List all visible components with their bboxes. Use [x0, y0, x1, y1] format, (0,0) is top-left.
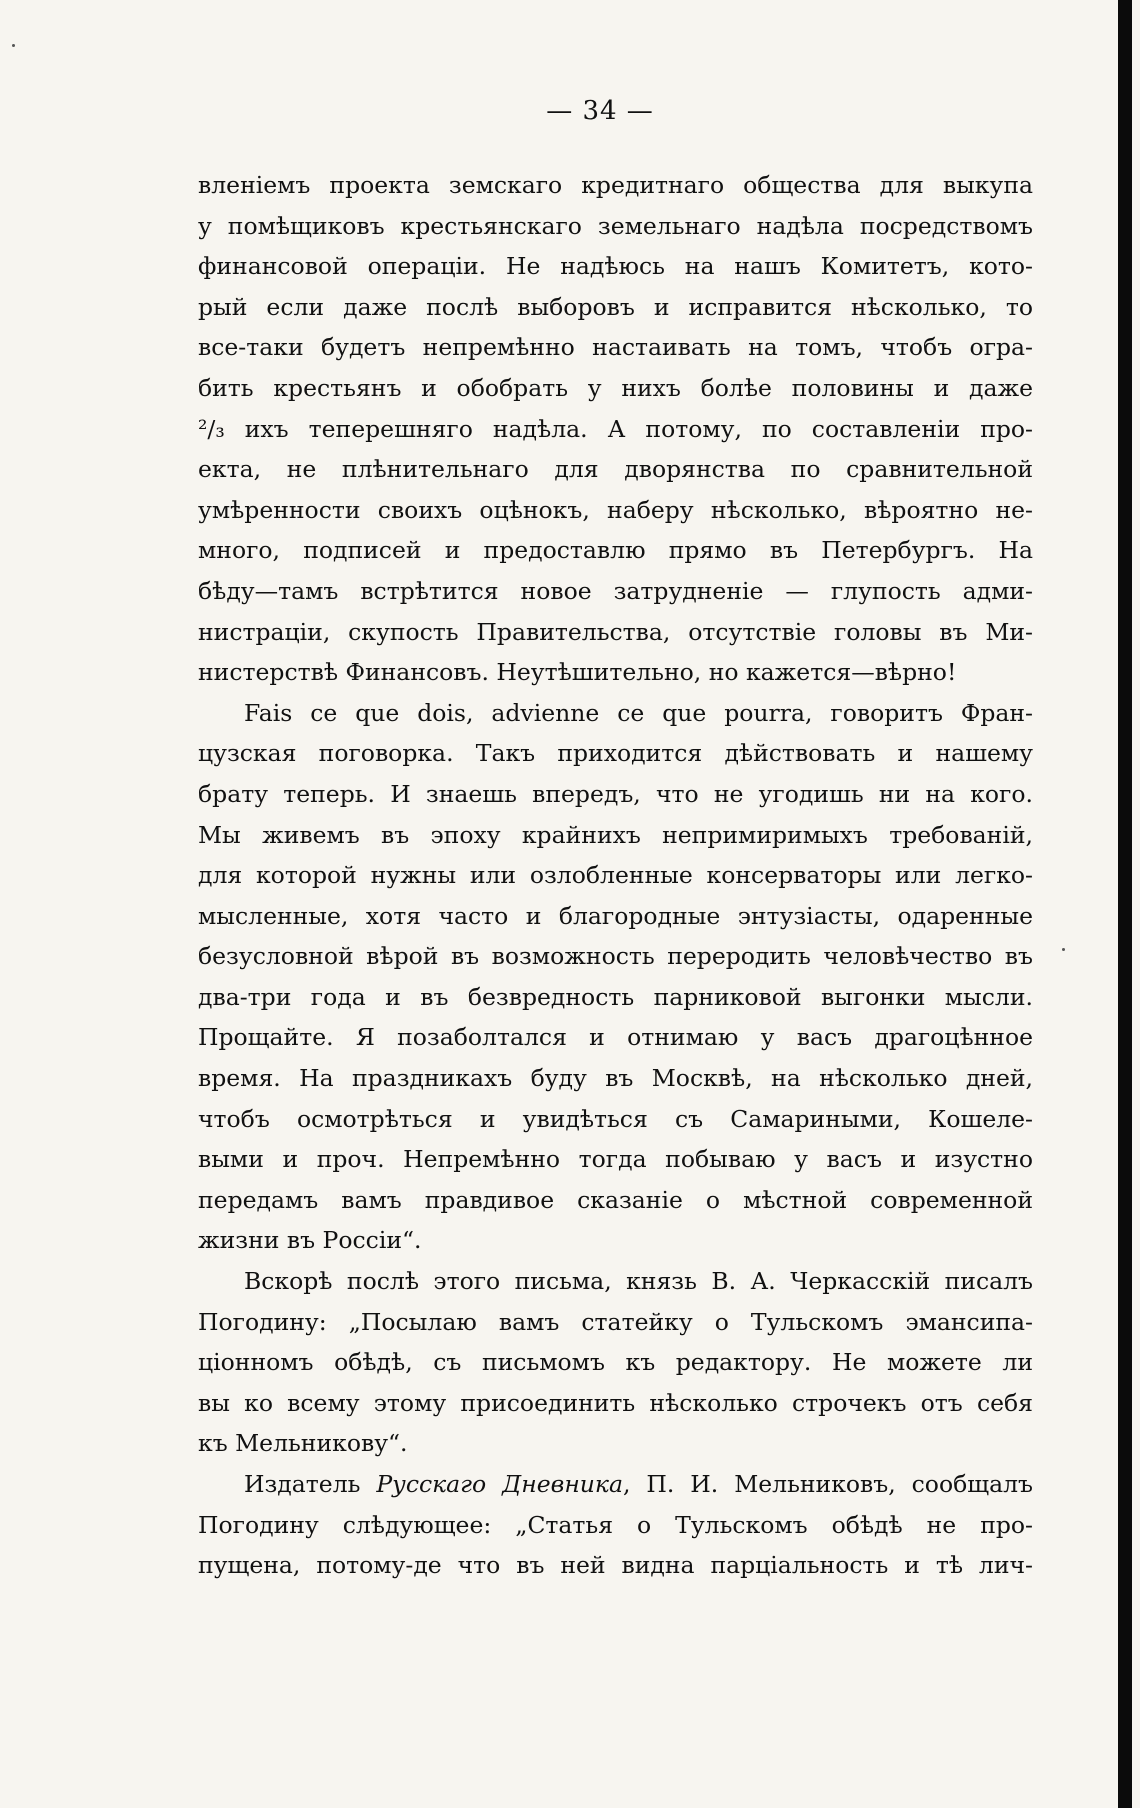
- text-line: рый если даже послѣ выборовъ и исправится нѣсколько, то: [198, 292, 1033, 321]
- paragraph: [198, 165, 1033, 693]
- text-line: нистерствѣ Финансовъ. Неутѣшительно, но кажется—вѣрно!: [198, 658, 957, 687]
- text-run: , П. И. Мельниковъ, сообщалъ: [622, 1470, 1033, 1498]
- paragraph: [198, 1261, 1033, 1464]
- text-line: финансовой операціи. Не надѣюсь на нашъ Комитетъ, кото-: [198, 252, 1033, 281]
- text-line: для которой нужны или озлобленные консерваторы или легко-: [198, 861, 1033, 890]
- page-edge-shadow: [1118, 0, 1132, 1808]
- text-line: къ Мельникову“.: [198, 1429, 408, 1458]
- text-line: вы ко всему этому присоединить нѣсколько строчекъ отъ себя: [198, 1388, 1033, 1417]
- text-line: у помѣщиковъ крестьянскаго земельнаго надѣла посредствомъ: [198, 211, 1033, 240]
- text-line: екта, не плѣнительнаго для дворянства по сравнительной: [198, 455, 1033, 484]
- text-line: все-таки будетъ непремѣнно настаивать на томъ, чтобъ огра-: [198, 333, 1033, 362]
- paragraph: [198, 693, 1033, 1261]
- text-line: много, подписей и предоставлю прямо въ Петербургъ. На: [198, 536, 1033, 565]
- text-line: умѣренности своихъ оцѣнокъ, наберу нѣсколько, вѣроятно не-: [198, 495, 1033, 524]
- text-line: Погодину: „Посылаю вамъ статейку о Тульскомъ эмансипа-: [198, 1307, 1033, 1336]
- text-line: передамъ вамъ правдивое сказаніе о мѣстной современной: [198, 1185, 1033, 1214]
- text-line: ціонномъ обѣдѣ, съ письмомъ къ редактору. Не можете ли: [198, 1348, 1033, 1377]
- text-line: Прощайте. Я позаболтался и отнимаю у васъ драгоцѣнное: [198, 1023, 1033, 1052]
- text-line: [198, 1464, 1033, 1505]
- text-line: два-три года и въ безвредность парниковой выгонки мысли.: [198, 982, 1033, 1011]
- text-line: время. На праздникахъ буду въ Москвѣ, на нѣсколько дней,: [198, 1064, 1033, 1093]
- text-line: бить крестьянъ и обобрать у нихъ болѣе половины и даже: [198, 373, 1033, 402]
- scan-speck: [1062, 948, 1065, 951]
- text-line: Погодину слѣдующее: „Статья о Тульскомъ обѣдѣ не про-: [198, 1510, 1033, 1539]
- body-text: [198, 165, 1033, 1586]
- text-run: Издатель: [244, 1470, 377, 1498]
- text-line: цузская поговорка. Такъ приходится дѣйствовать и нашему: [198, 739, 1033, 768]
- text-line: вленіемъ проекта земскаго кредитнаго общества для выкупа: [198, 171, 1033, 199]
- text-line: Вскорѣ послѣ этого письма, князь В. А. Черкасскій писалъ: [244, 1267, 1033, 1296]
- text-line: жизни въ Россіи“.: [198, 1226, 422, 1255]
- text-line: Fais ce que dois, advienne ce que pourra, говоритъ Фран-: [244, 698, 1033, 727]
- text-line: чтобъ осмотрѣться и увидѣться съ Самариными, Кошеле-: [198, 1104, 1033, 1133]
- page-number: — 34 —: [546, 96, 654, 126]
- scan-speck: [12, 44, 15, 47]
- text-line: выми и проч. Непремѣнно тогда побываю у васъ и изустно: [198, 1145, 1033, 1174]
- text-line: пущена, потому-де что въ ней видна парціальность и тѣ лич-: [198, 1551, 1033, 1580]
- text-line: мысленные, хотя часто и благородные энтузіасты, одаренные: [198, 901, 1033, 930]
- text-line: безусловной вѣрой въ возможность переродить человѣчество въ: [198, 942, 1033, 971]
- text-line: Мы живемъ въ эпоху крайнихъ непримиримыхъ требованій,: [198, 820, 1033, 849]
- paragraph: [198, 1464, 1033, 1586]
- text-line: ²/₃ ихъ теперешняго надѣла. А потому, по составленіи про-: [198, 414, 1033, 443]
- text-line: бѣду—тамъ встрѣтится новое затрудненіе — глупость адми-: [198, 576, 1033, 605]
- text-line: брату теперь. И знаешь впередъ, что не угодишь ни на кого.: [198, 779, 1033, 808]
- journal-title: Русскаго Дневника: [376, 1470, 623, 1498]
- text-line: нистраціи, скупость Правительства, отсутствіе головы въ Ми-: [198, 617, 1033, 646]
